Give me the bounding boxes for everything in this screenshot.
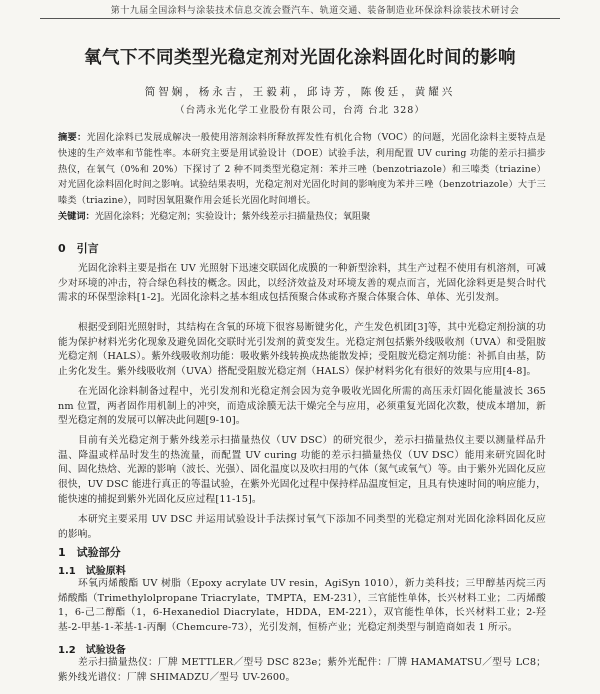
abstract-label: 摘要：	[58, 132, 87, 143]
section-heading-intro: 0 引言	[58, 242, 99, 255]
materials-paragraph: 环氧丙烯酸酯 UV 树脂（Epoxy acrylate UV resin，AgiSyn 1010），新力美科技；三甲醇基丙烷三丙烯酸酯（Trimethylolpropane Triacrylate，TMPTA，EM-231），三官能性单体，长兴材料工业；二丙烯酸 1，6-己二醇酯（1，6-Hexanediol Diacrylate，HDDA，EM-221），双官能性单体，长兴材料工业；2-羟基-2-甲基-1-苯基-1-丙酮（Chemcure-73），光引发剂，恒桥产业；光稳定剂类型与制造商如表 1 所示。	[58, 578, 546, 634]
equipment-paragraph: 差示扫描量热仪：厂牌 METTLER／型号 DSC 823e；紫外光配件：厂牌 HAMAMATSU／型号 LC8；紫外线光谱仪：厂牌 SHIMADZU／型号 UV-2600。	[58, 657, 546, 683]
abstract-text: 光固化涂料已发展成解决一般使用溶剂涂料所释放挥发性有机化合物（VOC）的问题，光固化涂料主要特点是快速的生产效率和节能性率。本研究主要是用试验设计（DOE）试验手法，利用配置 UV curing 功能的差示扫描步热仪，在氧气（0%和 20%）下探讨了 2 种不同类型光稳定剂：苯并三唑（benzotriazole）和三嗪类（triazine）对光固化涂料固化时间之影响。试验结果表明，光稳定剂对光固化时间的影响度为苯并三唑（benzotriazole）大于三嗪类（triazine），同时因氧阻聚作用会延长光固化时间增长。	[58, 132, 546, 207]
intro-paragraph-1: 光固化涂料主要是指在 UV 光照射下迅速交联固化成膜的一种新型涂料，其生产过程不使用有机溶剂，可减少对环境的冲击，符合绿色科技的概念。因此，以经济效益及对环境友善的观点而言，光固化涂料更是契合时代需求的环保型涂料[1-2]。光固化涂料之基本组成包括预聚合体或称齐聚合体聚合体、单体、光引发剂。	[58, 263, 546, 304]
intro-paragraph-4: 目前有关光稳定剂于紫外线差示扫描量热仪（UV DSC）的研究很少，差示扫描量热仪主要以测量样品升温、降温或样品时发生的热流量，而配置 UV curing 功能的差示扫描量热仪（UV DSC）能用来研究固化时间、固化热焓、光源的影响（波长、光强）、固化温度以及吹扫用的气体（氮气或氧气）等。由于紫外光固化反应很快，UV DSC 能进行真正的等温试验，在紫外光固化过程中保持样品温度恒定，且具有快速时间的响应能力，能快速的捕捉到紫外光固化反应过程[11-15]。	[58, 435, 546, 505]
keywords	[58, 209, 546, 224]
paper-title: 氧气下不同类型光稳定剂对光固化涂料固化时间的影响	[84, 48, 516, 68]
abstract	[58, 130, 546, 209]
subsection-heading-materials: 1.1 试验原料	[58, 566, 126, 577]
intro-paragraph-2: 根据受到阳光照射时，其结构在含氧的环境下很容易断键劣化，产生发色机团[3]等，其中光稳定剂扮演的功能为保护材料光劣化现象及避免固化交联时光引发剂的黄变发生。光稳定剂包括紫外线吸收剂（UVA）和受阻胺光稳定剂（HALS）。紫外线吸收剂功能：吸收紫外线转换成热能散发掉；受阻胺光稳定剂功能：补抓自由基，防止劣化发生。紫外线吸收剂（UVA）搭配受阻胺光稳定剂（HALS）保护材料劣化有很好的效果与应用[4-8]。	[58, 322, 546, 378]
keywords-label: 关键词：	[58, 211, 95, 222]
running-header: 第十九届全国涂料与涂装技术信息交流会暨汽车、轨道交通、装备制造业环保涂料涂装技术研讨会	[110, 6, 520, 16]
section-heading-experiment: 1 试验部分	[58, 546, 121, 559]
subsection-heading-equipment: 1.2 试验设备	[58, 645, 126, 656]
intro-paragraph-5: 本研究主要采用 UV DSC 并运用试验设计手法探讨氧气下添加不同类型的光稳定剂对光固化涂料固化反应的影响。	[58, 514, 546, 540]
affiliation: （台湾永光化学工业股份有限公司，台湾 台北 328）	[175, 105, 425, 116]
authors: 简智娴，杨永吉，王毅莉，邱诗芳，陈俊廷，黄耀兴	[144, 86, 456, 98]
keywords-text: 光固化涂料；光稳定剂；实验设计；紫外线差示扫描量热仪；氧阻聚	[94, 211, 371, 222]
header-divider	[40, 18, 560, 19]
intro-paragraph-3: 在光固化涂料制备过程中，光引发剂和光稳定剂会因为竞争吸收光固化所需的高压汞灯固化能量波长 365 nm 位置，两者固作用机制上的冲突，而造成涂膜无法干燥完全与应用，必须重复光固化次数，使成本增加，新型光稳定剂的发展可以解决此问题[9-10]。	[58, 386, 546, 427]
